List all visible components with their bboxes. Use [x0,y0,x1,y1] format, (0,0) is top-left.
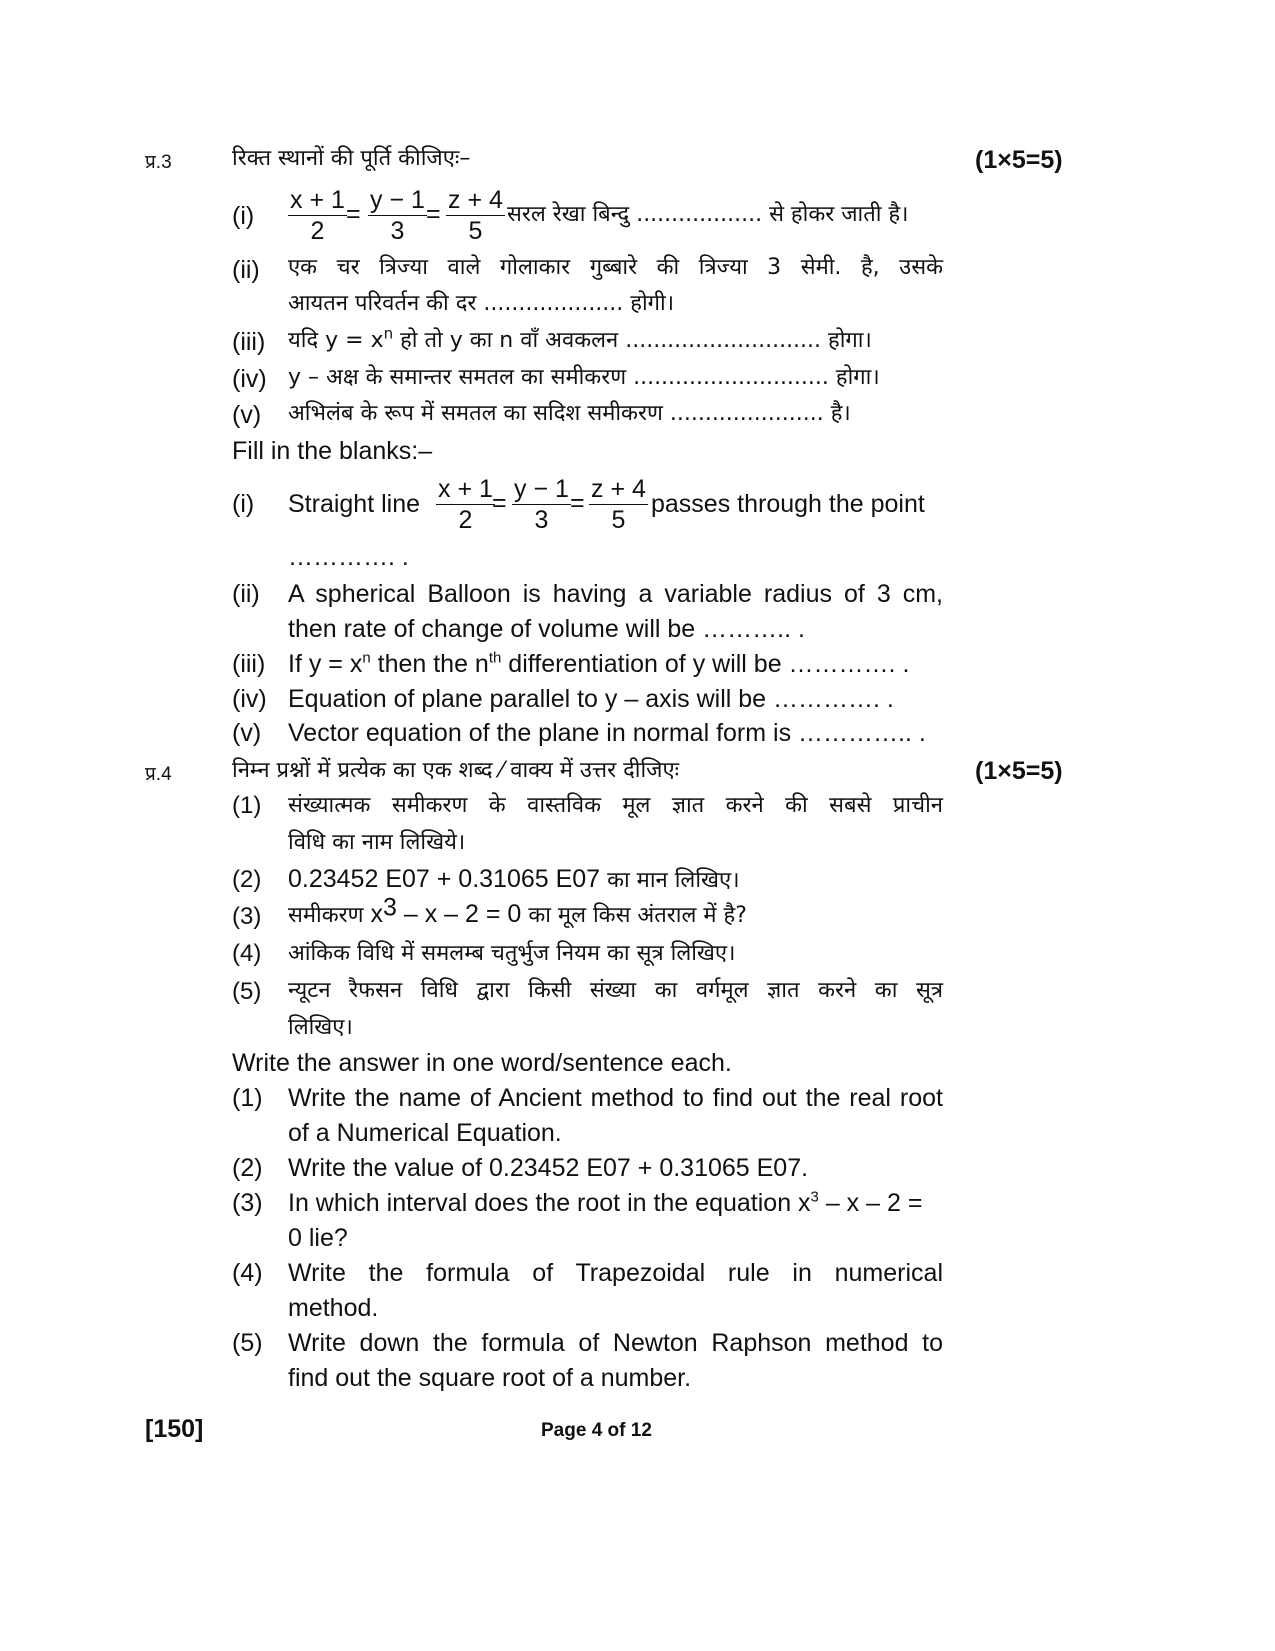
item-text [288,864,740,894]
item-text-continued: then rate of change of volume will be ……….. . [288,615,805,643]
item-text-continued: find out the square root of a number. [288,1364,692,1392]
marks: (1×5=5) [975,146,1063,174]
equals-sign: = [492,489,507,517]
item-text-part: x [370,900,384,928]
instruction-hindi: रिक्त स्थानों की पूर्ति कीजिएः– [232,146,471,171]
item-text-continued: आयतन परिवर्तन की दर .................... होगी। [288,291,675,316]
equals-sign: = [426,200,441,228]
item-label: (1) [232,1084,263,1112]
item-label: (ii) [232,256,260,284]
fraction-denominator: 2 [310,217,325,245]
fraction-numerator: y − 1 [370,186,425,214]
item-text: Equation of plane parallel to y – axis will be …………. . [288,685,894,713]
fraction-numerator: x + 1 [290,186,345,214]
fraction-denominator: 3 [534,506,549,534]
item-text: संख्यात्मक समीकरण के वास्तविक मूल ज्ञात करने की सबसे प्राचीन [288,793,943,818]
fraction-denominator: 5 [611,506,626,534]
item-label: (5) [232,978,262,1005]
item-text-part: समीकरण [288,903,371,928]
item-text-part: का मान लिखिए। [600,868,740,893]
item-text-part: then the n [370,650,489,678]
instruction-english: Write the answer in one word/sentence each. [232,1049,732,1077]
item-label: (i) [232,202,255,230]
superscript: n [362,649,371,667]
item-text [288,650,909,679]
fraction-z [446,186,505,246]
item-label: (4) [232,1259,263,1287]
question-number: प्र.3 [145,152,172,173]
item-text: Vector equation of the plane in normal form is ………….. . [288,719,926,747]
item-text: Write the name of Ancient method to find out the real root [288,1084,943,1112]
paper-code: [150] [145,1415,204,1443]
item-label: (2) [232,1154,263,1182]
item-label: (5) [232,1329,263,1357]
item-text-part: यदि y = x [288,328,384,353]
fraction-numerator: y − 1 [514,475,569,503]
marks: (1×5=5) [975,757,1063,785]
item-label: (4) [232,940,262,967]
item-text [288,893,747,929]
equals-sign: = [570,489,585,517]
item-label: (i) [232,490,255,518]
item-text-part: If y = x [288,650,363,678]
superscript: n [383,324,394,343]
item-label: (iv) [232,365,267,393]
item-text: अभिलंब के रूप में समतल का सदिश समीकरण ...................... है। [288,401,851,426]
item-label: (v) [232,401,262,429]
item-text: आंकिक विधि में समलम्ब चतुर्भुज नियम का सूत्र लिखिए। [288,941,736,966]
superscript: th [488,649,502,667]
item-text-part: – x – 2 = [818,1189,923,1217]
item-text: passes through the point [651,490,925,518]
fraction-y [512,475,571,535]
superscript: 3 [383,893,397,922]
page-number: Page 4 of 12 [541,1420,652,1441]
fraction-denominator: 2 [458,506,473,534]
item-label: (3) [232,903,262,930]
item-text-part: In which interval does the root in the equation x [288,1189,811,1217]
fraction-denominator: 3 [390,217,405,245]
fraction-y [368,186,427,246]
item-label: (3) [232,1189,263,1217]
item-text: सरल रेखा बिन्दु .................. से होकर जाती है। [507,202,909,227]
item-label: (iv) [232,685,267,713]
item-text-part: 0.23452 E07 + 0.31065 E07 [288,865,601,893]
item-text-continued: 0 lie? [288,1224,348,1252]
item-text: Write the formula of Trapezoidal rule in numerical [288,1259,943,1287]
item-label: (iii) [232,650,266,678]
item-text: Straight line [288,490,421,518]
item-label: (v) [232,719,262,747]
fraction-numerator: z + 4 [591,475,646,503]
item-text-part: differentiation of y will be …………. . [501,650,910,678]
item-text: Write down the formula of Newton Raphson method to [288,1329,943,1357]
item-text: Write the value of 0.23452 E07 + 0.31065 E07. [288,1154,809,1182]
item-text-continued: …………. . [288,543,409,571]
item-text-continued: of a Numerical Equation. [288,1119,562,1147]
fraction-x [436,475,495,535]
item-text-part: – x – 2 = 0 [396,900,522,928]
instruction-hindi: निम्न प्रश्नों में प्रत्येक का एक शब्द ⁄ वाक्य में उत्तर दीजिएः [232,758,680,783]
fraction-x [288,186,347,246]
item-text-part: हो तो y का n वाँ अवकलन ............................ होगा। [393,328,872,353]
fraction-numerator: x + 1 [438,475,493,503]
question-number: प्र.4 [145,764,172,785]
superscript: 3 [810,1188,819,1206]
fraction-numerator: z + 4 [448,186,503,214]
item-label: (ii) [232,580,260,608]
fraction-denominator: 5 [468,217,483,245]
equals-sign: = [346,200,361,228]
item-text [288,1189,922,1218]
fraction-z [589,475,648,535]
item-text: A spherical Balloon is having a variable radius of 3 cm, [288,580,943,608]
item-text: y – अक्ष के समान्तर समतल का समीकरण ............................ होगा। [288,365,880,390]
instruction-english: Fill in the blanks:– [232,437,433,465]
item-text-continued: लिखिए। [288,1015,353,1040]
item-text: न्यूटन रैफसन विधि द्वारा किसी संख्या का वर्गमूल ज्ञात करने का सूत्र [288,978,943,1003]
item-text: एक चर त्रिज्या वाले गोलाकार गुब्बारे की त्रिज्या 3 सेमी. है, उसके [288,255,943,280]
item-text-part: का मूल किस अंतराल में है? [521,903,747,928]
item-text-continued: method. [288,1294,379,1322]
item-label: (1) [232,792,262,819]
item-label: (iii) [232,328,266,356]
item-text [288,324,872,354]
item-text-continued: विधि का नाम लिखिये। [288,830,466,855]
item-label: (2) [232,866,262,893]
